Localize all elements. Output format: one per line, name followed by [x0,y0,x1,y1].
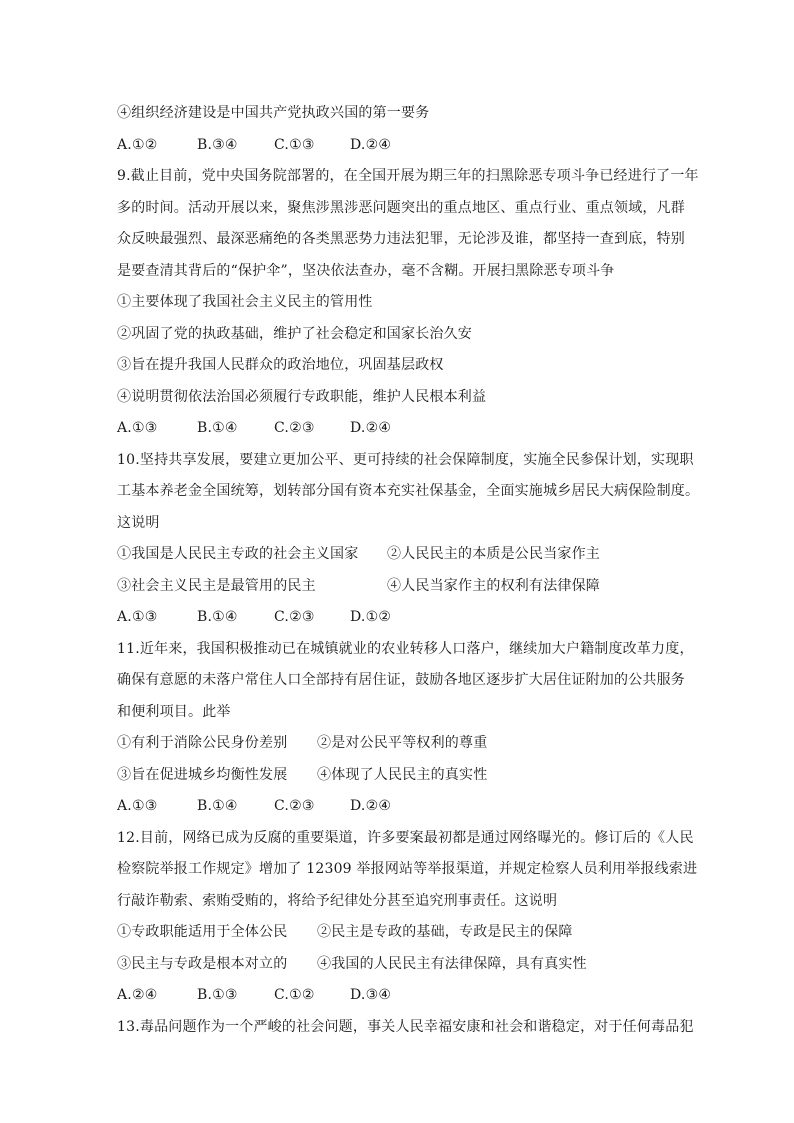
q10-item-2: ②人民民主的本质是公民当家作主 [387,546,600,562]
q11-stem-line-1: 11.近年来，我国积极推动已在城镇就业的农业转移人口落户，继续加大户籍制度改革力度， [117,640,694,657]
q9-stem-line-1: 9.截止目前，党中央国务院部署的，在全国开展为期三年的扫黑除恶专项斗争已经进行了一年 [117,168,699,184]
q8-options [117,130,687,162]
q10-item-1: ①我国是人民民主专政的社会主义国家 [117,546,359,562]
q12-stem-line-2: 检察院举报工作规定》增加了 12309 举报网站等举报渠道，并规定检察人员利用举报线索进 [117,861,698,877]
q10-item-4: ④人民当家作主的权利有法律保障 [387,577,600,594]
q12-options [117,980,687,1012]
q10-option-d: D.①② [350,609,392,625]
q9-option-c: C.②③ [274,420,315,436]
q11-option-a: A.①③ [117,798,158,814]
q8-option-c: C.①③ [274,136,315,153]
q11-option-b: B.①④ [197,798,238,814]
q10-option-a: A.①③ [117,609,158,625]
q11-option-c: C.②③ [274,798,315,814]
q10-option-b: B.①④ [197,609,238,625]
q12-option-b: B.①③ [197,987,238,1003]
q11-item-1: ①有利于消除公民身份差别 [117,735,288,751]
q9-item-1: ①主要体现了我国社会主义民主的管用性 [117,294,373,310]
q10-items-row-1 [117,539,687,571]
q9-stem-line-3: 众反映最强烈、最深恶痛绝的各类黑恶势力违法犯罪，无论涉及谁，都坚持一查到底，特别 [117,231,685,247]
q12-items-row-1 [117,917,687,949]
q11-item-3: ③旨在促进城乡均衡性发展 [117,766,288,783]
q10-stem-line-2: 工基本养老金全国统筹，划转部分国有资本充实社保基金，全面实施城乡居民大病保险制度。 [117,483,700,499]
q12-option-a: A.②④ [117,987,158,1003]
q8-option-d: D.②④ [350,136,392,153]
q8-item-4: ④组织经济建设是中国共产党执政兴国的第一要务 [117,105,430,121]
q11-stem-line-3: 和便利项目。此举 [117,703,231,720]
q8-option-b: B.③④ [197,136,238,153]
q12-option-d: D.③④ [350,987,392,1003]
q9-item-3: ③旨在提升我国人民群众的政治地位，巩固基层政权 [117,357,444,373]
q12-stem-line-3: 行敲诈勒索、索贿受贿的，将给予纪律处分甚至追究刑事责任。这说明 [117,892,558,909]
q11-items-row-2 [117,760,687,792]
q11-item-2: ②是对公民平等权利的尊重 [317,735,488,751]
q8-option-a: A.①② [117,136,158,153]
q12-item-1: ①专政职能适用于全体公民 [117,924,288,940]
q9-options [117,413,687,445]
q10-stem-line-1: 10.坚持共享发展，要建立更加公平、更可持续的社会保障制度，实施全民参保计划，实现职 [117,451,694,468]
q11-option-d: D.②④ [350,798,392,814]
q10-option-c: C.②③ [274,609,315,625]
q10-stem-line-3: 这说明 [117,514,160,531]
q11-stem-line-2: 确保有意愿的未落户常住人口全部持有居住证，鼓励各地区逐步扩大居住证附加的公共服务 [117,672,685,688]
q10-options [117,602,687,634]
q11-items-row-1 [117,728,687,760]
q11-options [117,791,687,823]
q13-stem-line-1: 13.毒品问题作为一个严峻的社会问题，事关人民幸福安康和社会和谐稳定，对于任何毒品犯 [117,1018,694,1035]
q9-option-d: D.②④ [350,420,392,436]
q9-item-2: ②巩固了党的执政基础，维护了社会稳定和国家长治久安 [117,325,472,342]
q9-option-a: A.①③ [117,420,158,436]
document-page [117,98,700,1043]
q12-item-2: ②民主是专政的基础，专政是民主的保障 [317,924,573,940]
q10-items-row-2 [117,571,687,603]
q9-stem-line-4: 是要查清其背后的“保护伞”，坚决依法查办，毫不含糊。开展扫黑除恶专项斗争 [117,262,615,279]
q10-item-3: ③社会主义民主是最管用的民主 [117,577,316,594]
q12-item-3: ③民主与专政是根本对立的 [117,955,288,972]
q11-item-4: ④体现了人民民主的真实性 [317,766,488,783]
q9-option-b: B.①④ [197,420,238,436]
q9-item-4: ④说明贯彻依法治国必须履行专政职能，维护人民根本利益 [117,388,487,405]
q12-item-4: ④我国的人民民主有法律保障，具有真实性 [317,955,587,972]
q12-stem-line-1: 12.目前，网络已成为反腐的重要渠道，许多要案最初都是通过网络曝光的。修订后的《人民 [117,829,694,846]
q12-items-row-2 [117,949,687,981]
q9-stem-line-2: 多的时间。活动开展以来，聚焦涉黑涉恶问题突出的重点地区、重点行业、重点领域，凡群 [117,199,685,216]
q12-option-c: C.①② [274,987,315,1003]
